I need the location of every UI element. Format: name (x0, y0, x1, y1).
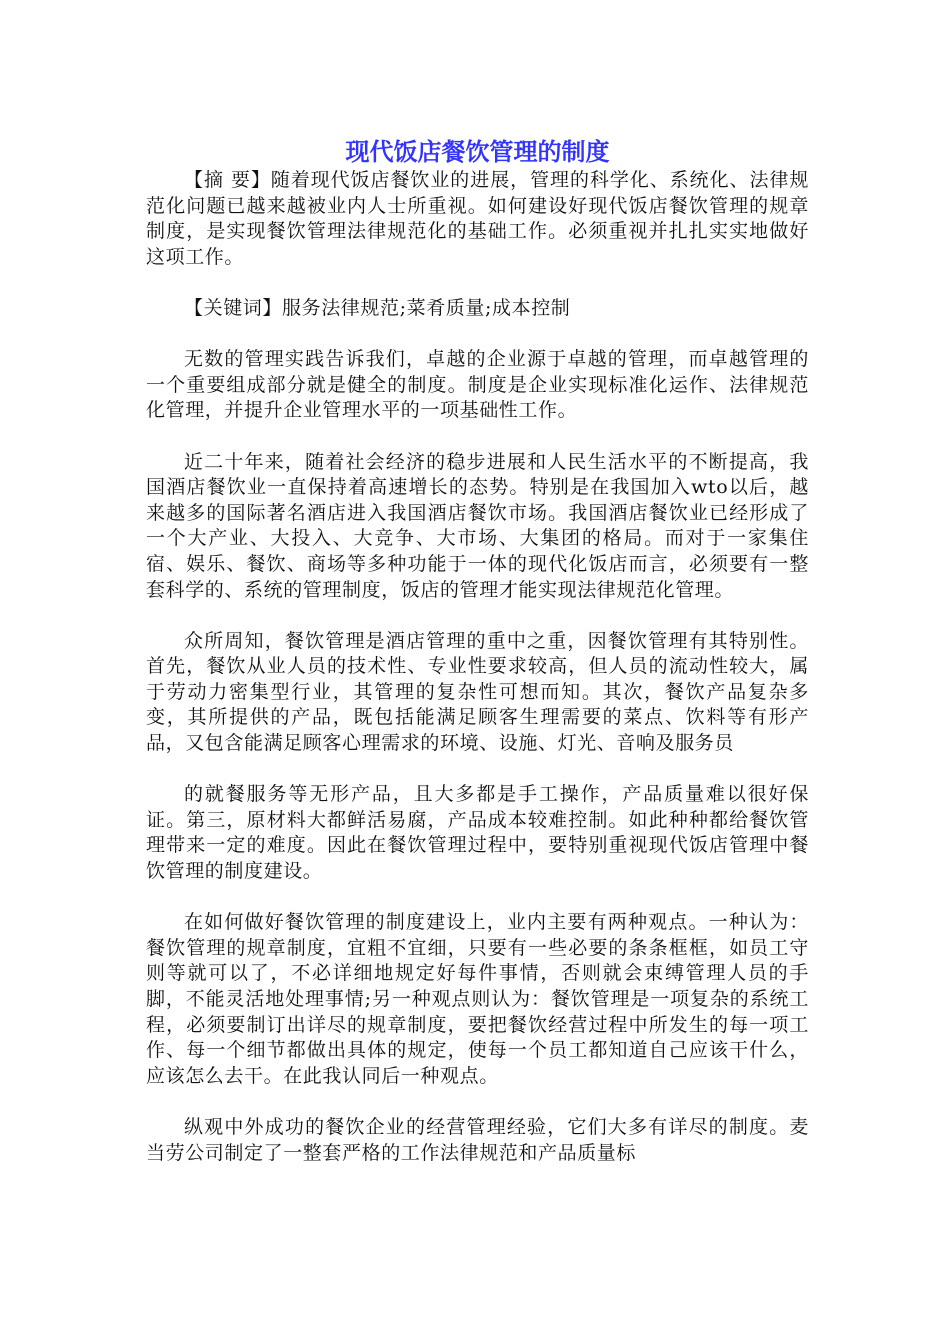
paragraph-gap (146, 322, 809, 348)
abstract-paragraph: 【摘 要】随着现代饭店餐饮业的进展，管理的科学化、系统化、法律规范化问题已越来越被业内人士所重视。如何建设好现代饭店餐饮管理的规章制度，是实现餐饮管理法律规范化的基础工作。必须重视并扎扎实实地做好这项工作。 (146, 169, 809, 268)
paragraph-gap (146, 1089, 809, 1115)
paragraph-gap (146, 270, 809, 296)
document-page (146, 136, 809, 1166)
keywords-paragraph: 【关键词】服务法律规范;菜肴质量;成本控制 (184, 296, 571, 319)
paragraph-gap (146, 885, 809, 911)
document-title: 现代饭店餐饮管理的制度 (345, 138, 610, 166)
paragraph-gap (146, 757, 809, 783)
body-paragraph-6: 纵观中外成功的餐饮企业的经营管理经验，它们大多有详尽的制度。麦当劳公司制定了一整套严格的工作法律规范和产品质量标 (146, 1115, 809, 1164)
paragraph-gap (146, 603, 809, 629)
body-paragraph-5: 在如何做好餐饮管理的制度建设上，业内主要有两种观点。一种认为：餐饮管理的规章制度，宜粗不宜细，只要有一些必要的条条框框，如员工守则等就可以了，不必详细地规定好每件事情，否则就会束缚管理人员的手脚，不能灵活地处理事情;另一种观点则认为：餐饮管理是一项复杂的系统工程，必须要制订出详尽的规章制度，要把餐饮经营过程中所发生的每一项工作、每一个细节都做出具体的规定，使每一个员工都知道自己应该干什么，应该怎么去干。在此我认同后一种观点。 (146, 911, 809, 1087)
body-paragraph-1: 无数的管理实践告诉我们，卓越的企业源于卓越的管理，而卓越管理的一个重要组成部分就是健全的制度。制度是企业实现标准化运作、法律规范化管理，并提升企业管理水平的一项基础性工作。 (146, 348, 809, 422)
body-paragraph-4: 的就餐服务等无形产品，且大多都是手工操作，产品质量难以很好保证。第三，原材料大都鲜活易腐，产品成本较难控制。如此种种都给餐饮管理带来一定的难度。因此在餐饮管理过程中，要特别重视现代饭店管理中餐饮管理的制度建设。 (146, 783, 809, 883)
body-paragraph-2: 近二十年来，随着社会经济的稳步进展和人民生活水平的不断提高，我国酒店餐饮业一直保持着高速增长的态势。特别是在我国加入wto以后，越来越多的国际著名酒店进入我国酒店餐饮市场。我国酒店餐饮业已经形成了一个大产业、大投入、大竞争、大市场、大集团的格局。而对于一家集住宿、娱乐、餐饮、商场等多种功能于一体的现代化饭店而言，必须要有一整套科学的、系统的管理制度，饭店的管理才能实现法律规范化管理。 (146, 450, 809, 601)
paragraph-gap (146, 424, 809, 450)
body-paragraph-3: 众所周知，餐饮管理是酒店管理的重中之重，因餐饮管理有其特别性。首先，餐饮从业人员的技术性、专业性要求较高，但人员的流动性较大，属于劳动力密集型行业，其管理的复杂性可想而知。其次，餐饮产品复杂多变，其所提供的产品，既包括能满足顾客生理需要的菜点、饮料等有形产品，又包含能满足顾客心理需求的环境、设施、灯光、音响及服务员 (146, 629, 809, 755)
